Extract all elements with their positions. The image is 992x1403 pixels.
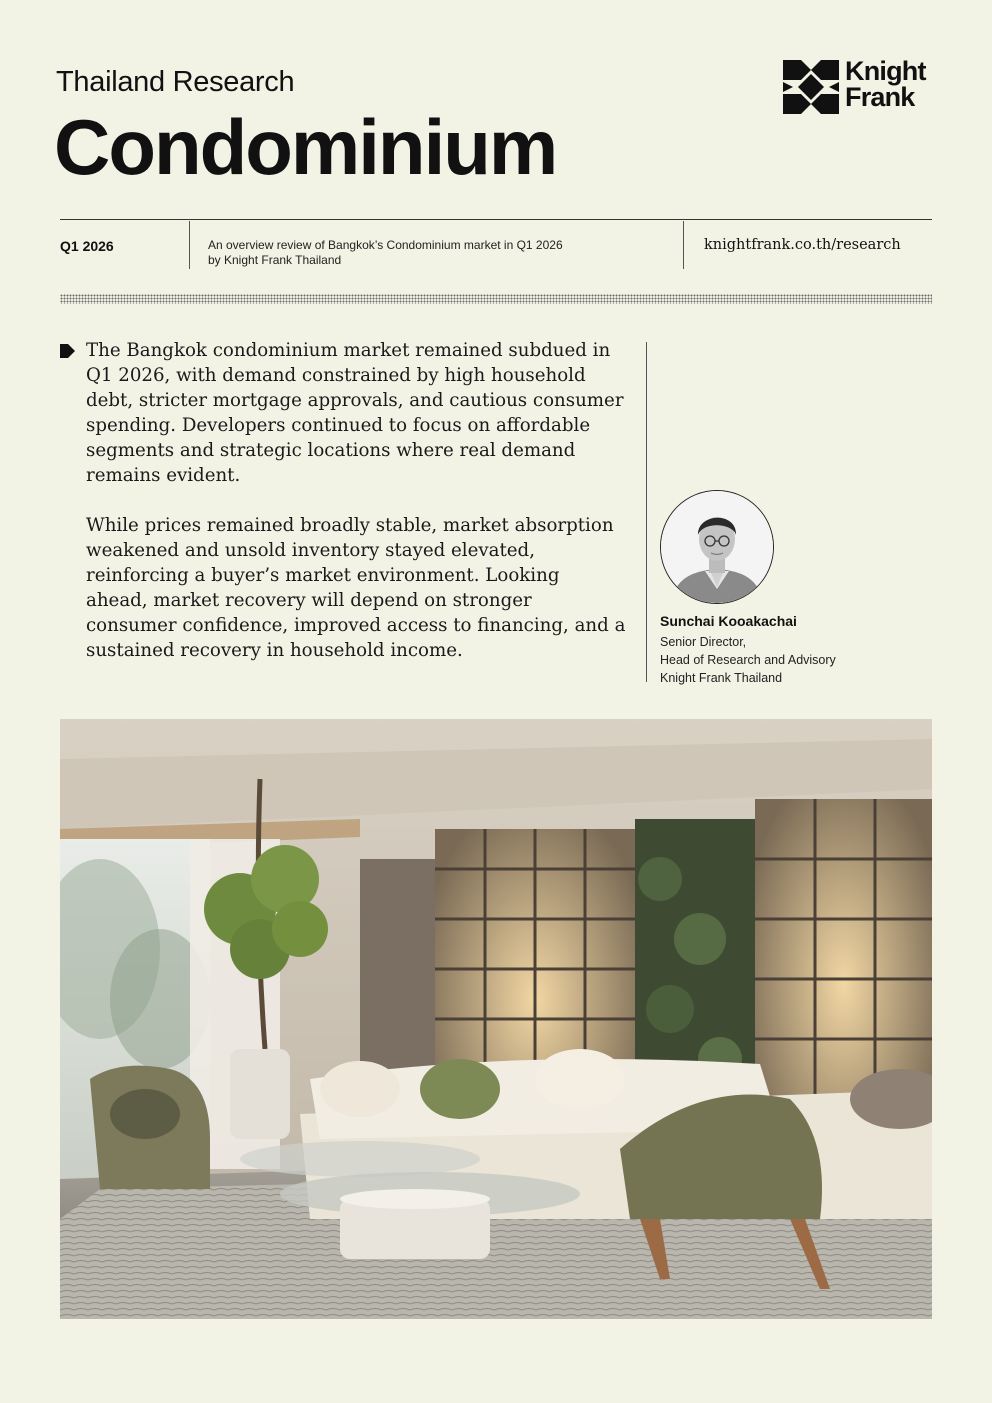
bullet-arrow-icon — [60, 344, 76, 358]
author-role — [660, 633, 836, 687]
brand-name — [845, 58, 926, 110]
overview-description — [208, 238, 628, 268]
column-divider — [646, 342, 647, 682]
page-title: Condominium — [54, 103, 557, 191]
info-divider-1 — [189, 221, 190, 269]
website-link[interactable]: knightfrank.co.th/research — [704, 237, 901, 253]
author-name: Sunchai Kooakachai — [660, 613, 797, 629]
summary-paragraph-1: The Bangkok condominium market remained subdued in Q1 2026, with demand constrained by high household debt, stricter mortgage approvals, and cautious consumer spending. Developers continued to focus on affordable segments and strategic locations where real demand remains evident. — [86, 340, 624, 486]
author-portrait-icon — [661, 491, 773, 603]
overview-line-2: by Knight Frank Thailand — [208, 253, 342, 267]
header-rule — [60, 219, 932, 220]
info-divider-2 — [683, 221, 684, 269]
summary-text — [86, 338, 626, 688]
author-role-line-3: Knight Frank Thailand — [660, 671, 783, 685]
knight-frank-logo-icon — [783, 60, 839, 114]
summary-paragraph-2: While prices remained broadly stable, market absorption weakened and unsold inventory stayed elevated, reinforcing a buyer’s market environment. Looking ahead, market recovery will depend on stronger consumer confidence, improved access to financing, and a sustained recovery in household income. — [86, 515, 626, 661]
dotted-divider — [60, 294, 932, 304]
avatar — [660, 490, 774, 604]
series-title: Thailand Research — [56, 66, 295, 98]
brand-line-1: Knight — [845, 56, 926, 86]
living-room-photo-icon — [60, 719, 932, 1319]
brand-line-2: Frank — [845, 82, 915, 112]
author-role-line-2: Head of Research and Advisory — [660, 653, 836, 667]
overview-line-1: An overview review of Bangkok’s Condominium market in Q1 2026 — [208, 238, 563, 252]
author-role-line-1: Senior Director, — [660, 635, 747, 649]
living-room-photo — [60, 719, 932, 1319]
quarter-label: Q1 2026 — [60, 238, 114, 254]
knight-frank-logo[interactable] — [783, 58, 933, 114]
